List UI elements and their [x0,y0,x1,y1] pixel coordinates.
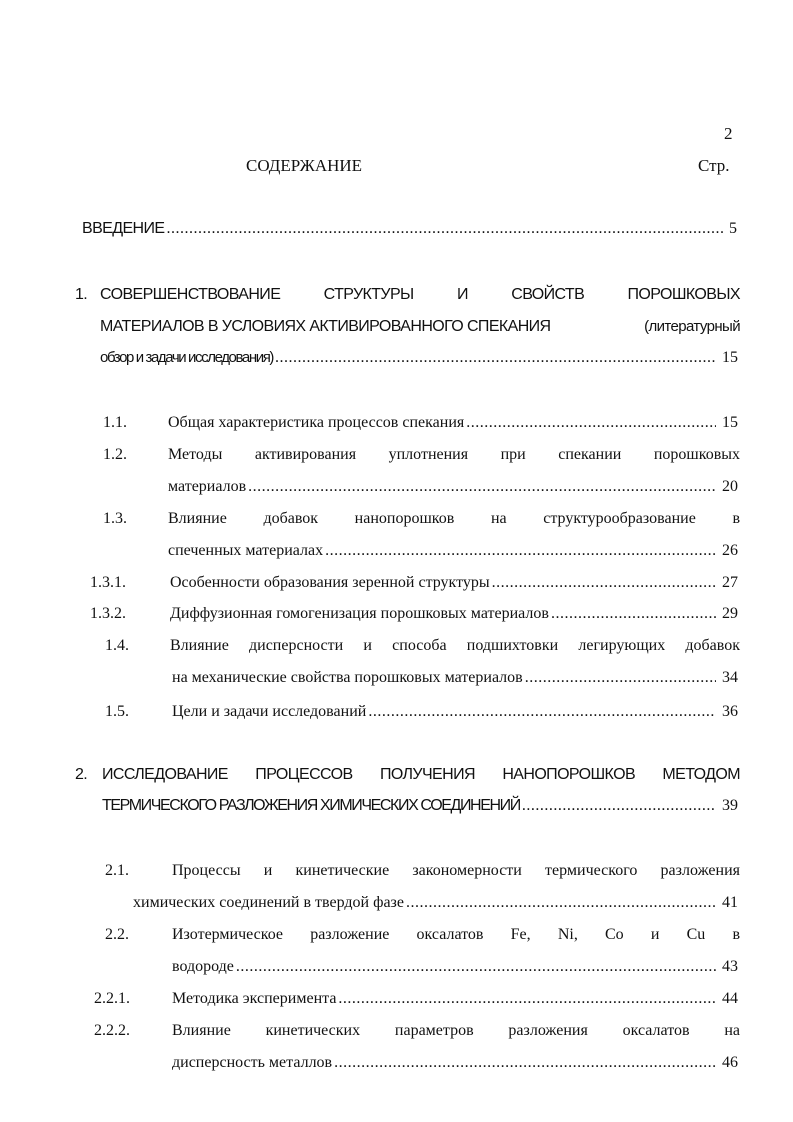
leader-dots [492,574,716,592]
section-page: 44 [722,990,738,1007]
leader-dots [166,220,723,238]
section-number: 2.2. [105,926,129,943]
section-title: Цели и задачи исследований [172,703,367,720]
section-title-line2: водороде [172,958,234,975]
toc-entry-page: 39 [722,797,738,814]
section-number: 1.5. [105,703,129,720]
toc-entry-intro [0,220,793,246]
toc-section-2-2-1 [0,990,793,1016]
leader-dots [236,958,716,976]
leader-dots [522,797,716,815]
section-title: Общая характеристика процессов спекания [168,414,465,431]
toc-entry-page: 15 [722,349,738,366]
section-number: 1.2. [103,446,127,463]
section-title: Методика эксперимента [172,990,337,1007]
section-number: 2.1. [105,862,129,879]
toc-section-1-1 [0,414,793,440]
chapter-number: 1. [75,286,88,303]
section-title-line1: Методы активирования уплотнения при спекании порошковых [168,446,740,463]
chapter-title-line2: МАТЕРИАЛОВ В УСЛОВИЯХ АКТИВИРОВАННОГО СПЕКАНИЯ [100,318,551,335]
chapter-title-line3: обзор и задачи исследования) [100,349,274,366]
section-number: 2.2.2. [94,1022,130,1039]
section-page: 15 [722,414,738,431]
section-page: 27 [722,574,738,591]
toc-section-1-3-2 [0,605,793,631]
section-page: 43 [722,958,738,975]
section-page: 29 [722,605,738,622]
leader-dots [406,894,716,912]
section-title-line1: Влияние дисперсности и способа подшихтовки легирующих добавок [170,637,740,654]
leader-dots [368,703,716,721]
toc-entry-page: 5 [729,220,737,237]
section-title-line2: материалов [168,478,247,495]
section-number: 1.1. [103,414,127,431]
section-number: 2.2.1. [94,990,130,1007]
page-title: СОДЕРЖАНИЕ [246,156,363,175]
page-number: 2 [724,124,733,143]
leader-dots [334,1054,716,1072]
page-column-label: Стр. [698,156,730,175]
section-number: 1.3. [103,510,127,527]
section-page: 41 [722,894,738,911]
leader-dots [338,990,716,1008]
section-page: 46 [722,1054,738,1071]
section-page: 20 [722,478,738,495]
section-number: 1.4. [105,637,129,654]
toc-entry-label: ВВЕДЕНИЕ [82,220,165,237]
section-title: Особенности образования зеренной структуры [170,574,490,591]
toc-section-1-3-1 [0,574,793,600]
leader-dots [275,349,716,367]
leader-dots [248,478,716,496]
section-title-line2: химических соединений в твердой фазе [133,894,404,911]
section-title-line1: Процессы и кинетические закономерности термического разложения [172,862,740,879]
section-number: 1.3.2. [90,605,126,622]
leader-dots [525,669,716,687]
section-page: 26 [722,542,738,559]
chapter-title-note: (литературный [644,318,740,335]
section-title-line1: Влияние кинетических параметров разложения оксалатов на [172,1022,740,1039]
chapter-title-line1: ИССЛЕДОВАНИЕ ПРОЦЕССОВ ПОЛУЧЕНИЯ НАНОПОРОШКОВ МЕТОДОМ [102,766,740,783]
section-number: 1.3.1. [90,574,126,591]
leader-dots [325,542,716,560]
section-title-line2: спеченных материалах [168,542,324,559]
section-page: 36 [722,703,738,720]
section-title-line2: дисперсность металлов [172,1054,333,1071]
toc-section-1-5 [0,703,793,729]
section-title-line2: на механические свойства порошковых материалов [172,669,523,686]
leader-dots [466,414,716,432]
chapter-number: 2. [75,766,88,783]
section-page: 34 [722,669,738,686]
section-title-line1: Изотермическое разложение оксалатов Fe, Ni, Co и Cu в [172,926,740,943]
chapter-title-line1: СОВЕРШЕНСТВОВАНИЕ СТРУКТУРЫ И СВОЙСТВ ПОРОШКОВЫХ [100,286,740,303]
section-title-line1: Влияние добавок нанопорошков на структурообразование в [168,510,740,527]
leader-dots [551,605,716,623]
chapter-title-line2: ТЕРМИЧЕСКОГО РАЗЛОЖЕНИЯ ХИМИЧЕСКИХ СОЕДИНЕНИЙ [102,797,520,814]
section-title: Диффузионная гомогенизация порошковых материалов [170,605,549,622]
